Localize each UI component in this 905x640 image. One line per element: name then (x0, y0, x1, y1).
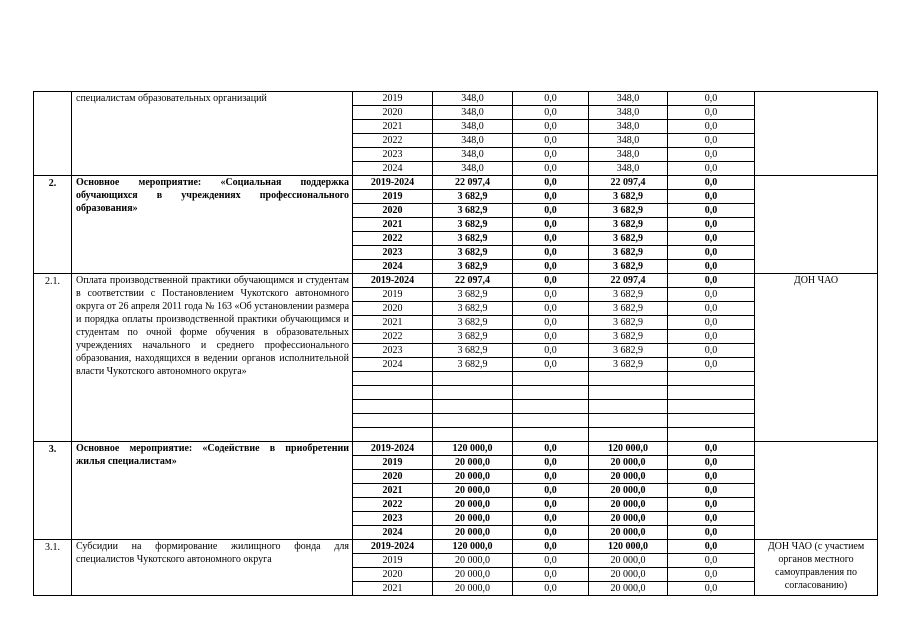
total-cell: 348,0 (433, 92, 513, 106)
activity-description: специалистам образовательных организаций (72, 92, 353, 176)
federal-budget-cell: 0,0 (513, 246, 589, 260)
regional-budget-cell: 20 000,0 (589, 484, 668, 498)
period-cell: 2020 (353, 470, 433, 484)
other-sources-cell: 0,0 (668, 526, 755, 540)
total-cell: 20 000,0 (433, 456, 513, 470)
total-cell: 348,0 (433, 162, 513, 176)
responsible-executor: ДОН ЧАО (755, 274, 878, 442)
other-sources-cell: 0,0 (668, 316, 755, 330)
federal-budget-cell: 0,0 (513, 218, 589, 232)
activity-number (34, 92, 72, 176)
total-cell: 3 682,9 (433, 246, 513, 260)
regional-budget-cell (589, 400, 668, 414)
period-cell: 2024 (353, 162, 433, 176)
total-cell: 22 097,4 (433, 176, 513, 190)
federal-budget-cell: 0,0 (513, 288, 589, 302)
other-sources-cell: 0,0 (668, 274, 755, 288)
total-cell: 3 682,9 (433, 260, 513, 274)
other-sources-cell: 0,0 (668, 148, 755, 162)
regional-budget-cell: 348,0 (589, 148, 668, 162)
federal-budget-cell: 0,0 (513, 344, 589, 358)
total-cell: 3 682,9 (433, 232, 513, 246)
activity-number: 3. (34, 442, 72, 540)
federal-budget-cell: 0,0 (513, 568, 589, 582)
regional-budget-cell: 20 000,0 (589, 470, 668, 484)
total-cell: 3 682,9 (433, 316, 513, 330)
regional-budget-cell: 3 682,9 (589, 260, 668, 274)
federal-budget-cell: 0,0 (513, 134, 589, 148)
period-cell: 2020 (353, 204, 433, 218)
other-sources-cell (668, 414, 755, 428)
period-cell: 2023 (353, 148, 433, 162)
regional-budget-cell: 120 000,0 (589, 442, 668, 456)
other-sources-cell (668, 372, 755, 386)
period-cell: 2023 (353, 512, 433, 526)
table-body (34, 92, 878, 596)
other-sources-cell: 0,0 (668, 190, 755, 204)
federal-budget-cell: 0,0 (513, 526, 589, 540)
regional-budget-cell: 3 682,9 (589, 190, 668, 204)
regional-budget-cell: 3 682,9 (589, 232, 668, 246)
total-cell: 120 000,0 (433, 442, 513, 456)
other-sources-cell: 0,0 (668, 344, 755, 358)
regional-budget-cell: 348,0 (589, 120, 668, 134)
federal-budget-cell: 0,0 (513, 204, 589, 218)
responsible-executor (755, 442, 878, 540)
federal-budget-cell: 0,0 (513, 498, 589, 512)
federal-budget-cell: 0,0 (513, 232, 589, 246)
period-cell: 2023 (353, 246, 433, 260)
total-cell (433, 372, 513, 386)
regional-budget-cell: 22 097,4 (589, 274, 668, 288)
federal-budget-cell (513, 414, 589, 428)
regional-budget-cell: 3 682,9 (589, 288, 668, 302)
period-cell: 2022 (353, 134, 433, 148)
other-sources-cell: 0,0 (668, 456, 755, 470)
period-cell: 2021 (353, 218, 433, 232)
other-sources-cell (668, 386, 755, 400)
period-cell: 2022 (353, 498, 433, 512)
total-cell: 20 000,0 (433, 582, 513, 596)
regional-budget-cell: 20 000,0 (589, 512, 668, 526)
total-cell: 348,0 (433, 148, 513, 162)
activity-description: Субсидии на формирование жилищного фонда для специалистов Чукотского автономного округа (72, 540, 353, 596)
total-cell: 3 682,9 (433, 358, 513, 372)
total-cell (433, 428, 513, 442)
period-cell (353, 400, 433, 414)
table-row (34, 176, 878, 190)
federal-budget-cell: 0,0 (513, 148, 589, 162)
regional-budget-cell: 3 682,9 (589, 204, 668, 218)
period-cell: 2020 (353, 568, 433, 582)
period-cell (353, 428, 433, 442)
other-sources-cell: 0,0 (668, 288, 755, 302)
period-cell: 2022 (353, 330, 433, 344)
other-sources-cell: 0,0 (668, 470, 755, 484)
federal-budget-cell (513, 400, 589, 414)
period-cell (353, 386, 433, 400)
period-cell: 2021 (353, 120, 433, 134)
regional-budget-cell: 348,0 (589, 106, 668, 120)
other-sources-cell: 0,0 (668, 260, 755, 274)
total-cell: 120 000,0 (433, 540, 513, 554)
federal-budget-cell: 0,0 (513, 456, 589, 470)
federal-budget-cell: 0,0 (513, 260, 589, 274)
total-cell: 3 682,9 (433, 190, 513, 204)
table-row (34, 442, 878, 456)
period-cell: 2020 (353, 106, 433, 120)
other-sources-cell: 0,0 (668, 358, 755, 372)
activity-description: Оплата производственной практики обучающимся и студентам в соответствии с Постановлением Чукотского автономного округа от 26 апреля 2011 года № 163 «Об установлении размера и порядка оплаты производственной практики обучающимся и студентам по очной форме обучения в образовательных учреждениях начального и среднего профессионального образования, находящихся в ведении органов исполнительной власти Чукотского автономного округа» (72, 274, 353, 442)
total-cell: 348,0 (433, 106, 513, 120)
regional-budget-cell: 3 682,9 (589, 302, 668, 316)
table-row (34, 92, 878, 106)
regional-budget-cell: 20 000,0 (589, 568, 668, 582)
period-cell (353, 414, 433, 428)
total-cell: 3 682,9 (433, 302, 513, 316)
total-cell (433, 414, 513, 428)
regional-budget-cell (589, 428, 668, 442)
regional-budget-cell: 20 000,0 (589, 456, 668, 470)
responsible-executor (755, 92, 878, 176)
federal-budget-cell (513, 428, 589, 442)
other-sources-cell: 0,0 (668, 540, 755, 554)
regional-budget-cell: 3 682,9 (589, 344, 668, 358)
federal-budget-cell: 0,0 (513, 92, 589, 106)
other-sources-cell: 0,0 (668, 302, 755, 316)
federal-budget-cell (513, 372, 589, 386)
regional-budget-cell: 348,0 (589, 162, 668, 176)
other-sources-cell: 0,0 (668, 442, 755, 456)
other-sources-cell: 0,0 (668, 568, 755, 582)
regional-budget-cell: 3 682,9 (589, 218, 668, 232)
federal-budget-cell: 0,0 (513, 274, 589, 288)
total-cell: 348,0 (433, 120, 513, 134)
regional-budget-cell: 3 682,9 (589, 316, 668, 330)
other-sources-cell: 0,0 (668, 554, 755, 568)
total-cell: 348,0 (433, 134, 513, 148)
period-cell: 2023 (353, 344, 433, 358)
total-cell: 20 000,0 (433, 498, 513, 512)
regional-budget-cell: 20 000,0 (589, 582, 668, 596)
total-cell: 3 682,9 (433, 288, 513, 302)
total-cell: 20 000,0 (433, 554, 513, 568)
federal-budget-cell: 0,0 (513, 554, 589, 568)
regional-budget-cell: 3 682,9 (589, 330, 668, 344)
total-cell: 20 000,0 (433, 526, 513, 540)
federal-budget-cell: 0,0 (513, 190, 589, 204)
regional-budget-cell: 348,0 (589, 92, 668, 106)
federal-budget-cell: 0,0 (513, 582, 589, 596)
federal-budget-cell: 0,0 (513, 120, 589, 134)
responsible-executor: ДОН ЧАО (с участием органов местного самоуправления по согласованию) (755, 540, 878, 596)
period-cell: 2019-2024 (353, 540, 433, 554)
activity-description: Основное мероприятие: «Социальная поддержка обучающихся в учреждениях профессионального образования» (72, 176, 353, 274)
regional-budget-cell: 22 097,4 (589, 176, 668, 190)
other-sources-cell (668, 400, 755, 414)
period-cell: 2021 (353, 316, 433, 330)
other-sources-cell (668, 428, 755, 442)
total-cell: 3 682,9 (433, 330, 513, 344)
activity-number: 3.1. (34, 540, 72, 596)
total-cell: 20 000,0 (433, 470, 513, 484)
regional-budget-cell: 20 000,0 (589, 554, 668, 568)
total-cell: 20 000,0 (433, 568, 513, 582)
other-sources-cell: 0,0 (668, 120, 755, 134)
period-cell: 2021 (353, 582, 433, 596)
total-cell: 3 682,9 (433, 218, 513, 232)
period-cell: 2019 (353, 288, 433, 302)
other-sources-cell: 0,0 (668, 246, 755, 260)
federal-budget-cell: 0,0 (513, 484, 589, 498)
regional-budget-cell: 20 000,0 (589, 526, 668, 540)
total-cell (433, 386, 513, 400)
period-cell: 2019 (353, 456, 433, 470)
program-activities-table (33, 91, 878, 596)
federal-budget-cell (513, 386, 589, 400)
responsible-executor (755, 176, 878, 274)
total-cell: 22 097,4 (433, 274, 513, 288)
other-sources-cell: 0,0 (668, 582, 755, 596)
other-sources-cell: 0,0 (668, 484, 755, 498)
table-row (34, 274, 878, 288)
period-cell: 2021 (353, 484, 433, 498)
activity-description: Основное мероприятие: «Содействие в приобретении жилья специалистам» (72, 442, 353, 540)
federal-budget-cell: 0,0 (513, 316, 589, 330)
other-sources-cell: 0,0 (668, 162, 755, 176)
period-cell: 2019-2024 (353, 442, 433, 456)
federal-budget-cell: 0,0 (513, 442, 589, 456)
period-cell: 2024 (353, 526, 433, 540)
total-cell: 20 000,0 (433, 512, 513, 526)
total-cell: 20 000,0 (433, 484, 513, 498)
activity-number: 2.1. (34, 274, 72, 442)
period-cell: 2024 (353, 260, 433, 274)
period-cell: 2022 (353, 232, 433, 246)
federal-budget-cell: 0,0 (513, 512, 589, 526)
other-sources-cell: 0,0 (668, 512, 755, 526)
regional-budget-cell: 3 682,9 (589, 358, 668, 372)
total-cell: 3 682,9 (433, 344, 513, 358)
table-row (34, 540, 878, 554)
period-cell (353, 372, 433, 386)
other-sources-cell: 0,0 (668, 176, 755, 190)
total-cell: 3 682,9 (433, 204, 513, 218)
federal-budget-cell: 0,0 (513, 540, 589, 554)
period-cell: 2019 (353, 554, 433, 568)
period-cell: 2024 (353, 358, 433, 372)
period-cell: 2019-2024 (353, 274, 433, 288)
period-cell: 2019-2024 (353, 176, 433, 190)
federal-budget-cell: 0,0 (513, 176, 589, 190)
other-sources-cell: 0,0 (668, 92, 755, 106)
regional-budget-cell (589, 386, 668, 400)
regional-budget-cell: 3 682,9 (589, 246, 668, 260)
activity-number: 2. (34, 176, 72, 274)
other-sources-cell: 0,0 (668, 330, 755, 344)
regional-budget-cell: 348,0 (589, 134, 668, 148)
other-sources-cell: 0,0 (668, 498, 755, 512)
other-sources-cell: 0,0 (668, 232, 755, 246)
other-sources-cell: 0,0 (668, 218, 755, 232)
other-sources-cell: 0,0 (668, 204, 755, 218)
total-cell (433, 400, 513, 414)
period-cell: 2019 (353, 92, 433, 106)
other-sources-cell: 0,0 (668, 106, 755, 120)
regional-budget-cell: 20 000,0 (589, 498, 668, 512)
federal-budget-cell: 0,0 (513, 302, 589, 316)
federal-budget-cell: 0,0 (513, 162, 589, 176)
regional-budget-cell (589, 414, 668, 428)
federal-budget-cell: 0,0 (513, 358, 589, 372)
federal-budget-cell: 0,0 (513, 470, 589, 484)
period-cell: 2019 (353, 190, 433, 204)
regional-budget-cell: 120 000,0 (589, 540, 668, 554)
federal-budget-cell: 0,0 (513, 330, 589, 344)
regional-budget-cell (589, 372, 668, 386)
period-cell: 2020 (353, 302, 433, 316)
federal-budget-cell: 0,0 (513, 106, 589, 120)
other-sources-cell: 0,0 (668, 134, 755, 148)
